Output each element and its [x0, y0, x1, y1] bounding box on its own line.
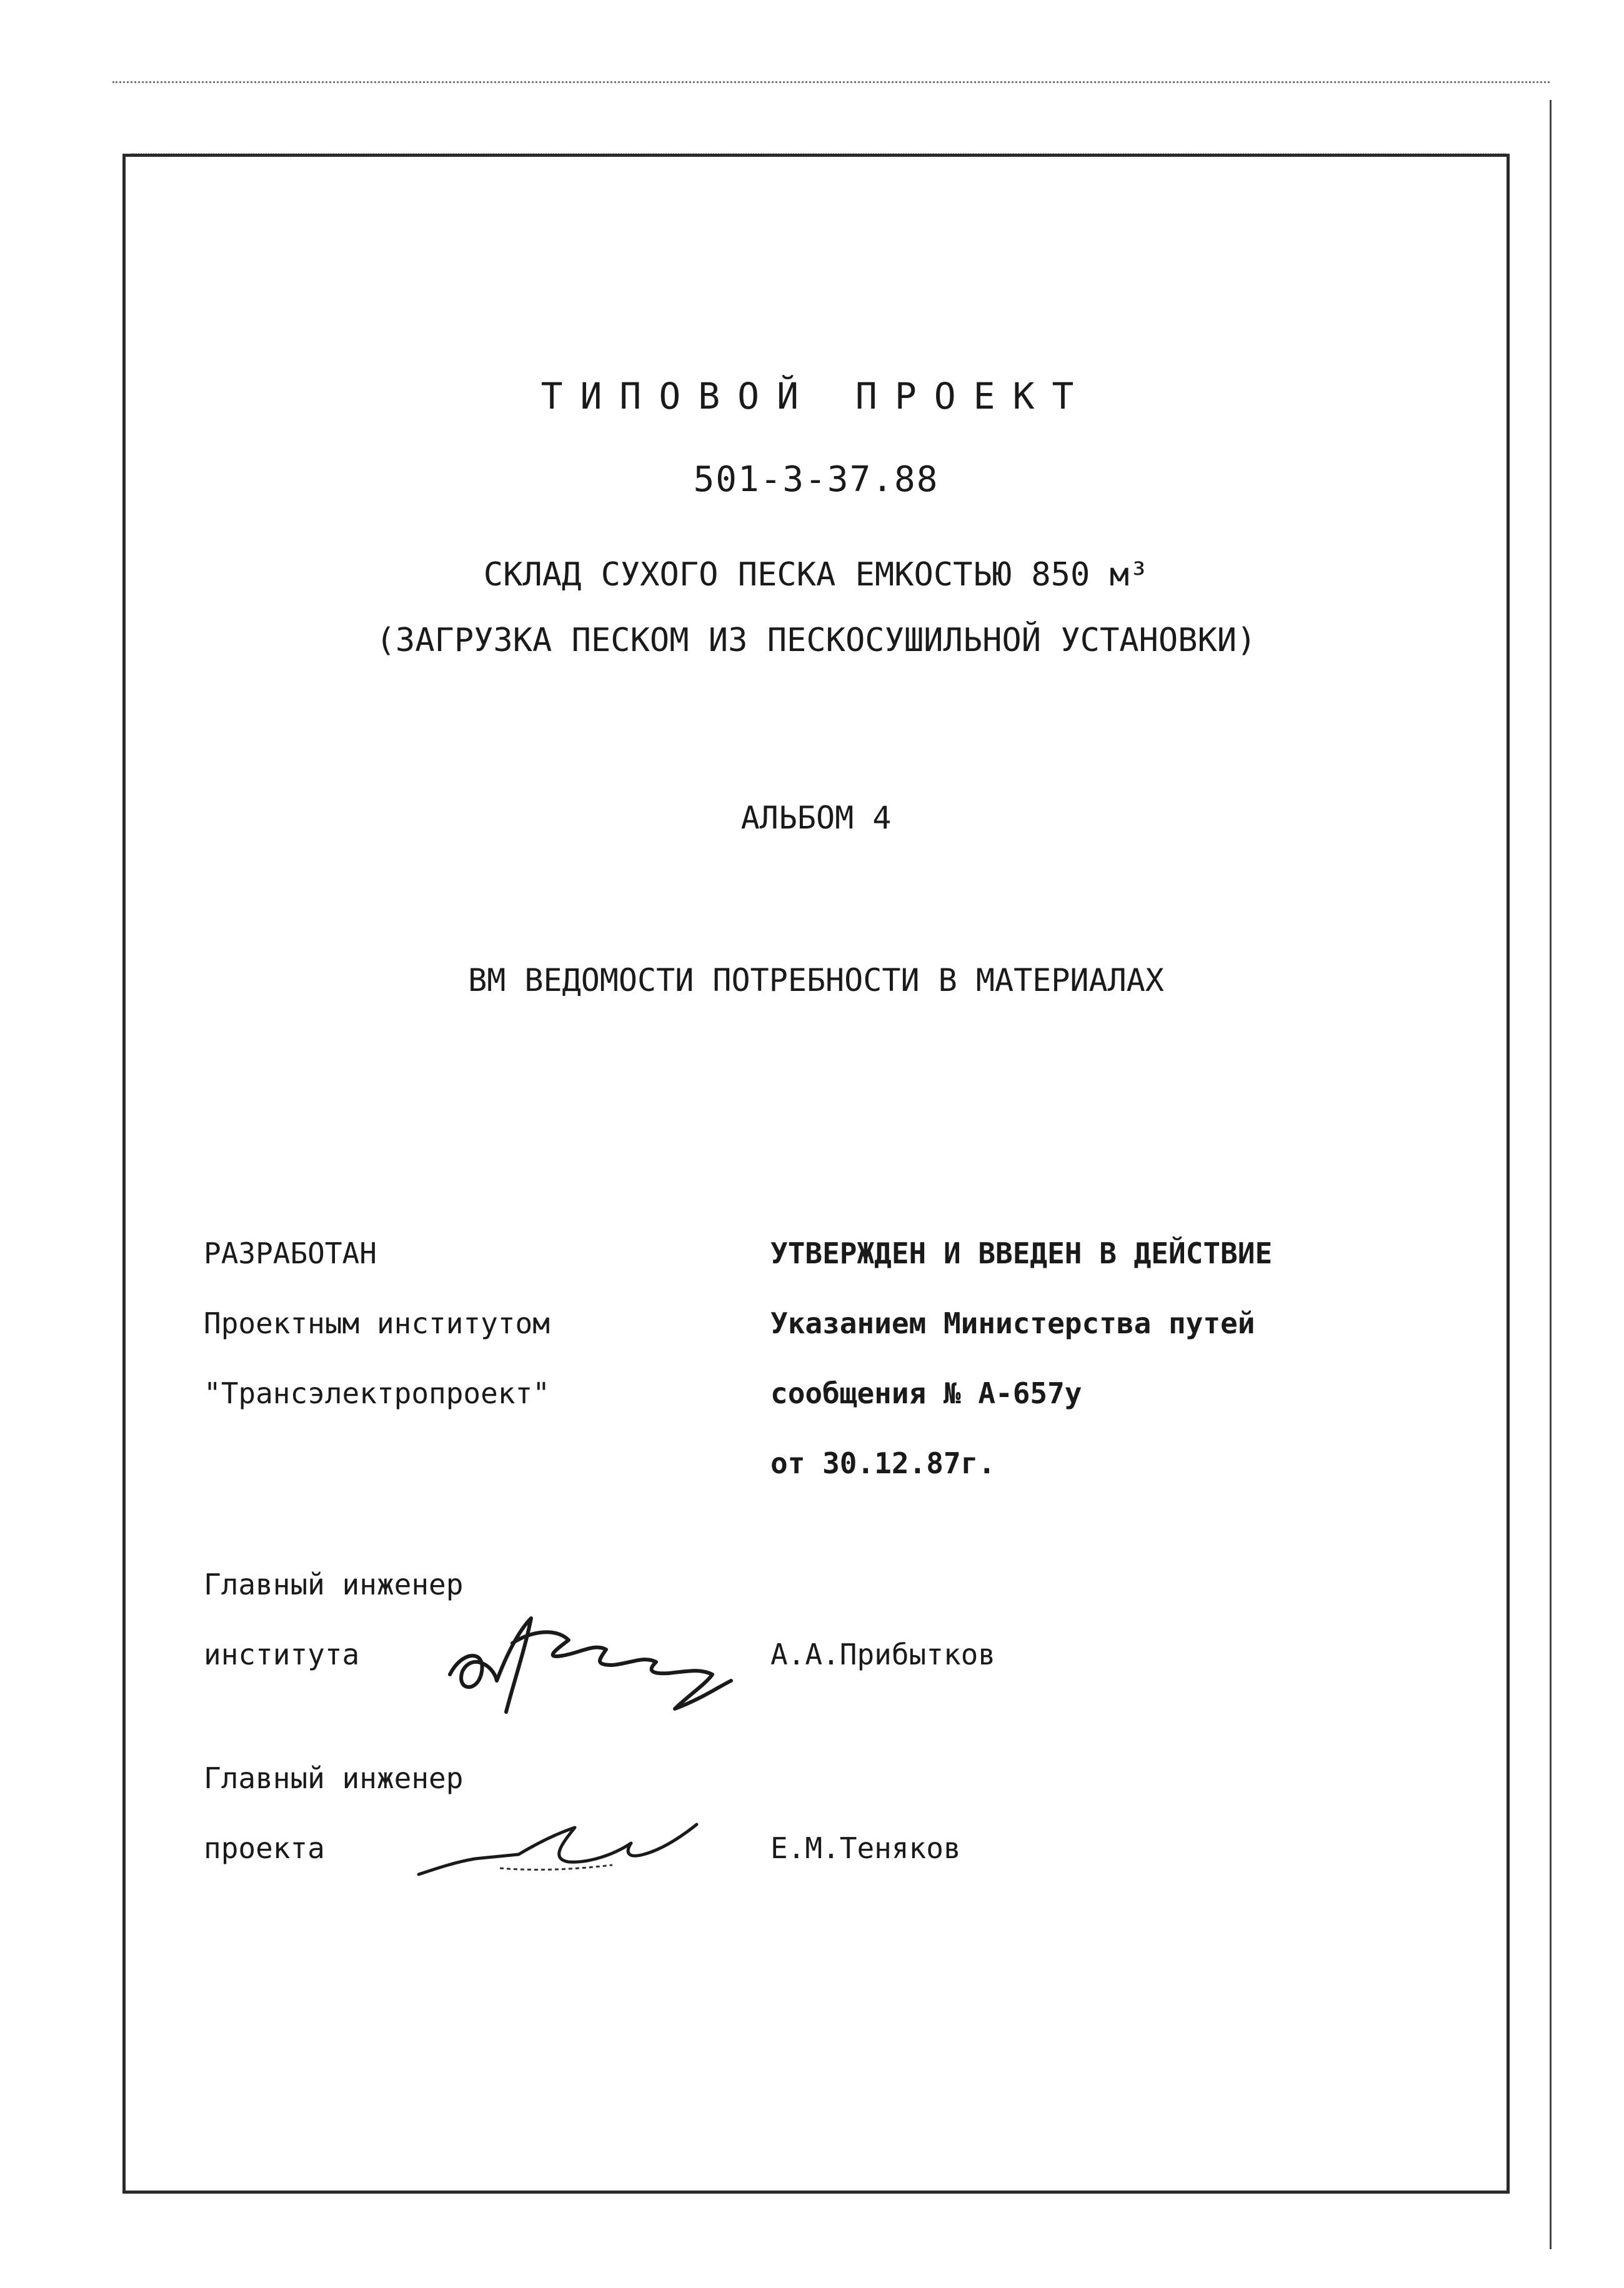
developer-line-2: "Трансэлектропроект" [204, 1376, 550, 1410]
signatory-2-role-line-2: проекта [204, 1831, 325, 1865]
developer-heading: РАЗРАБОТАН [204, 1236, 377, 1270]
document-type: ТИПОВОЙ ПРОЕКТ [541, 375, 1092, 417]
scan-artifact-right-edge [1550, 100, 1552, 2249]
signatory-1-name: А.А.Прибытков [770, 1638, 996, 1671]
document-number: 501-3-37.88 [693, 459, 939, 500]
developer-block [204, 1218, 550, 1428]
document-subject: ВМ ВЕДОМОСТИ ПОТРЕБНОСТИ В МАТЕРИАЛАХ [468, 962, 1164, 998]
signature-1-handwritten [437, 1606, 787, 1724]
approval-line-1: Указанием Министерства путей [770, 1306, 1255, 1340]
album-number: АЛЬБОМ 4 [740, 800, 892, 836]
approval-line-3: от 30.12.87г. [770, 1446, 996, 1480]
scan-artifact-top [112, 81, 1550, 83]
approval-heading: УТВЕРЖДЕН И ВВЕДЕН В ДЕЙСТВИЕ [770, 1236, 1273, 1270]
approval-line-2: сообщения № А-657у [770, 1376, 1082, 1410]
document-title-line-1: СКЛАД СУХОГО ПЕСКА ЕМКОСТЬЮ 850 м³ [483, 556, 1149, 594]
signature-2-handwritten [412, 1799, 712, 1893]
approval-block [770, 1218, 1272, 1498]
document-title-line-2: (ЗАГРУЗКА ПЕСКОМ ИЗ ПЕСКОСУШИЛЬНОЙ УСТАНОВКИ) [376, 622, 1257, 659]
signatory-1-role-line-2: института [204, 1638, 360, 1671]
signatory-1-role-line-1: Главный инженер [204, 1568, 464, 1601]
signatory-2-name: Е.М.Теняков [770, 1831, 961, 1865]
signatory-2-role-line-1: Главный инженер [204, 1761, 464, 1795]
signatory-1-role [204, 1549, 463, 1689]
developer-line-1: Проектным институтом [204, 1306, 550, 1340]
